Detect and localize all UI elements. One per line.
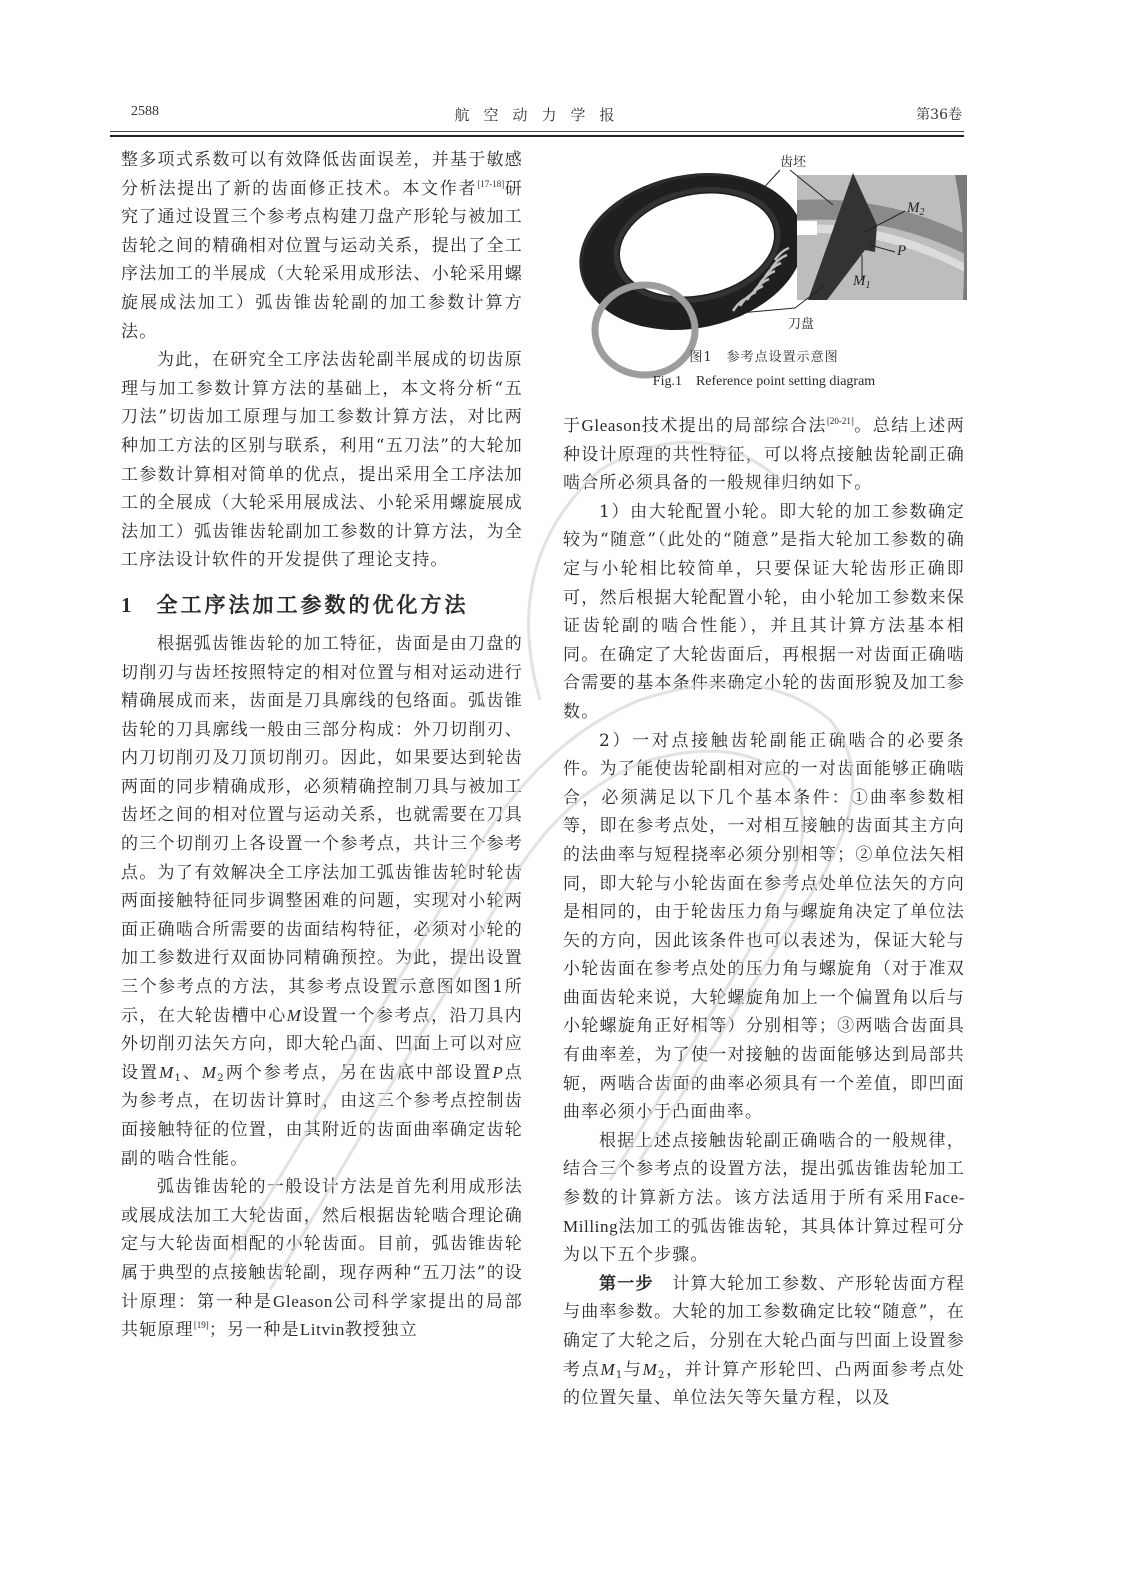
paragraph: 第一步 计算大轮加工参数、产形轮齿面方程与曲率参数。大轮的加工参数确定比较“随意”，在确定了大轮之后，分别在大轮凸面与凹面上设置参考点$M_1$与$M_2$，并计算产形轮凹、凸两面参考点处的位置矢量、单位法矢等矢量方程，以及 bbox=[563, 1273, 965, 1409]
section-heading bbox=[121, 590, 523, 620]
figure-caption-cn: 图1 参考点设置示意图 bbox=[689, 350, 839, 365]
label-m1: $M_1$ bbox=[853, 273, 871, 291]
symbol-p: P bbox=[492, 1062, 504, 1082]
page-number: 2588 bbox=[131, 104, 159, 119]
figure-caption-en: Fig.1 Reference point setting diagram bbox=[652, 374, 876, 389]
citation: [20-21] bbox=[826, 416, 854, 426]
paragraph: 于Gleason技术提出的局部综合法[20-21]。总结上述两种设计原理的共性特征，可以将点接触齿轮副正确啮合所必须具备的一般规律归纳如下。 bbox=[563, 416, 965, 494]
section-number: 1 bbox=[121, 592, 135, 617]
detail-view bbox=[797, 173, 967, 300]
step-label: 第一步 bbox=[599, 1273, 654, 1294]
running-header bbox=[121, 102, 962, 128]
journal-title: 航空动力学报 bbox=[454, 106, 629, 124]
label-cutter-head: 刀盘 bbox=[788, 317, 815, 332]
volume-label: 第36卷 bbox=[916, 107, 962, 123]
label-m2: $M_2$ bbox=[907, 200, 925, 218]
paragraph: 2）一对点接触齿轮副能正确啮合的必要条件。为了能使齿轮副相对应的一对齿面能够正确啮合，必须满足以下几个基本条件：①曲率参数相等，即在参考点处，一对相互接触的齿面其主方向的法曲率与短程挠率必须分别相等；②单位法矢相同，即大轮与小轮齿面在参考点处单位法矢的方向是相同的，由于轮齿压力角与螺旋角决定了单位法矢的方向，因此该条件也可以表述为，保证大轮与小轮齿面在参考点处的压力角与螺旋角（对于准双曲面齿轮来说，大轮螺旋角加上一个偏置角以后与小轮螺旋角正好相等）分别相等；③两啮合齿面具有曲率差，为了使一对接触的齿面能够达到局部共轭，两啮合齿面的曲率必须具有一个差值，即凹面曲率必须小于凸面曲率。 bbox=[563, 730, 965, 1123]
left-column bbox=[121, 146, 523, 1345]
paragraph: 1）由大轮配置小轮。即大轮的加工参数确定较为“随意”（此处的“随意”是指大轮加工参数的确定与小轮相比较简单，只要保证大轮齿形正确即可，然后根据大轮配置小轮，由小轮加工参数来保证齿轮副的啮合性能），并且其计算方法基本相同。在确定了大轮齿面后，再根据一对齿面正确啮合需要的基本条件来确定小轮的齿面形貌及加工参数。 bbox=[563, 501, 965, 722]
label-gear-blank: 齿坯 bbox=[780, 155, 807, 170]
paragraph: 为此，在研究全工序法齿轮副半展成的切齿原理与加工参数计算方法的基础上，本文将分析“五刀法”切齿加工原理与加工参数计算方法，对比两种加工方法的区别与联系，利用“五刀法”的大轮加工参数计算相对简单的优点，提出采用全工序法加工的全展成（大轮采用展成法、小轮采用螺旋展成法加工）弧齿锥齿轮副加工参数的计算方法，为全工序法设计软件的开发提供了理论支持。 bbox=[121, 350, 523, 571]
symbol-m2: M bbox=[201, 1062, 218, 1082]
label-p: P bbox=[897, 243, 907, 259]
paragraph: 弧齿锥齿轮的一般设计方法是首先利用成形法或展成法加工大轮齿面，然后根据齿轮啮合理论确定与大轮齿面相配的小轮齿面。目前，弧齿锥齿轮属于典型的点接触齿轮副，现存两种“五刀法”的设计原理：第一种是Gleason公司科学家提出的局部共轭原理[19]；另一种是Litvin教授独立 bbox=[121, 1177, 523, 1341]
right-column bbox=[563, 412, 965, 1413]
symbol-m1: M bbox=[159, 1062, 175, 1082]
section-title: 全工序法加工参数的优化方法 bbox=[156, 592, 469, 617]
citation: [19] bbox=[193, 1320, 209, 1331]
symbol-m: M bbox=[286, 1005, 303, 1025]
paragraph: 根据上述点接触齿轮副正确啮合的一般规律，结合三个参考点的设置方法，提出弧齿锥齿轮加工参数的计算新方法。该方法适用于所有采用Face-Milling法加工的弧齿锥齿轮，其具体计算过程可分为以下五个步骤。 bbox=[563, 1130, 965, 1266]
citation: [17-18] bbox=[477, 178, 505, 189]
header-rule bbox=[110, 131, 964, 137]
paragraph: 整多项式系数可以有效降低齿面误差，并基于敏感分析法提出了新的齿面修正技术。本文作者[17-18]研究了通过设置三个参考点构建刀盘产形轮与被加工齿轮之间的精确相对位置与运动关系，提出了全工序法加工的半展成（大轮采用成形法、小轮采用螺旋展成法加工）弧齿锥齿轮副的加工参数计算方法。 bbox=[121, 150, 523, 342]
paragraph: 根据弧齿锥齿轮的加工特征，齿面是由刀盘的切削刃与齿坯按照特定的相对位置与相对运动进行精确展成而来，齿面是刀具廓线的包络面。弧齿锥齿轮的刀具廓线一般由三部分构成：外刀切削刃、内刀切削刃及刀顶切削刃。因此，如果要达到轮齿两面的同步精确成形，必须精确控制刀具与被加工齿坯之间的相对位置与运动关系，也就需要在刀具的三个切削刃上各设置一个参考点，共计三个参考点。为了有效解决全工序法加工弧齿锥齿轮时轮齿两面接触特征同步调整困难的问题，实现对小轮两面正确啮合所需要的齿面结构特征，必须对小轮的加工参数进行双面协同精确预控。为此，提出设置三个参考点的方法，其参考点设置示意图如图1所示，在大轮齿槽中心M设置一个参考点，沿刀具内外切削刃法矢方向，即大轮凸面、凹面上可以对应设置$M_1$、$M_2$两个参考点，另在齿底中部设置P点为参考点，在切齿计算时，由这三个参考点控制齿面接触特征的位置，由其附近的齿面曲率确定齿轮副的啮合性能。 bbox=[121, 633, 523, 1169]
